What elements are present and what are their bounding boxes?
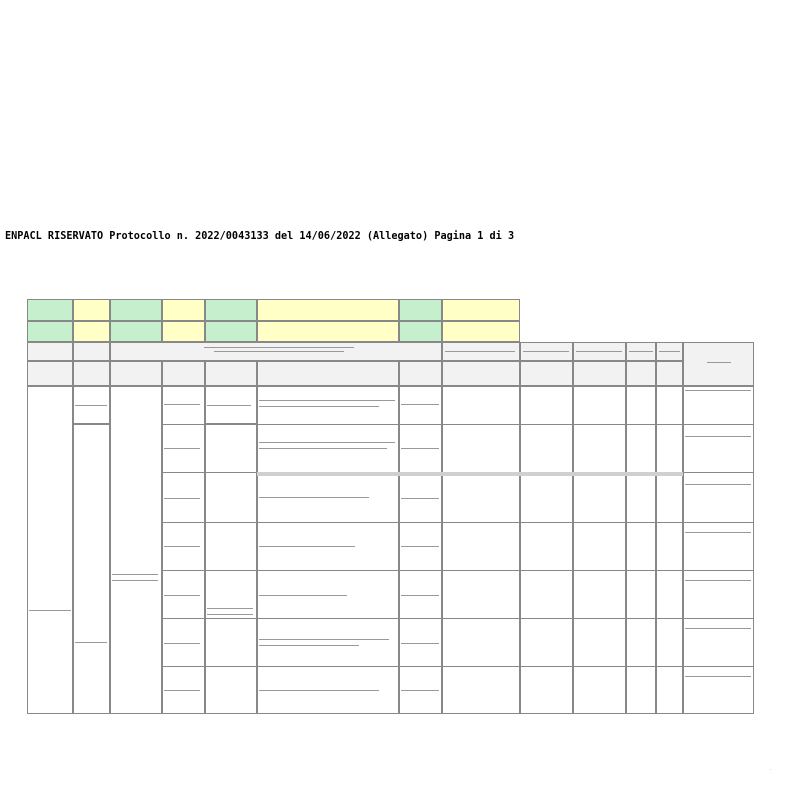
text-line xyxy=(112,574,158,575)
page-header-protocol: ENPACL RISERVATO Protocollo n. 2022/0043133 del 14/06/2022 (Allegato) Pagina 1 di 3 xyxy=(5,231,515,242)
meta-value-cell xyxy=(162,321,205,342)
obligation-name-cell xyxy=(205,424,257,714)
column-header xyxy=(110,361,162,386)
column-header xyxy=(205,361,257,386)
row-divider-band xyxy=(257,472,683,476)
meta-label-cell xyxy=(205,299,257,321)
text-line xyxy=(164,546,200,547)
content-column xyxy=(257,386,399,714)
meta-value-cell xyxy=(257,299,399,321)
text-line xyxy=(401,404,439,405)
text-line xyxy=(164,595,200,596)
row-divider xyxy=(162,618,754,619)
text-line xyxy=(259,400,395,401)
text-line xyxy=(259,690,379,691)
meta-label-cell xyxy=(110,299,162,321)
text-line xyxy=(164,498,200,499)
update-status-column xyxy=(626,386,656,714)
text-line xyxy=(685,580,751,581)
text-line xyxy=(445,351,515,352)
text-line xyxy=(685,676,751,677)
meta-label-cell xyxy=(27,321,73,342)
column-header xyxy=(573,361,626,386)
text-line xyxy=(707,362,731,363)
text-line xyxy=(259,448,387,449)
text-line xyxy=(259,645,359,646)
text-line xyxy=(112,580,158,581)
text-line xyxy=(401,498,439,499)
column-header xyxy=(27,361,73,386)
row-divider xyxy=(162,570,754,571)
text-line xyxy=(259,497,369,498)
row-divider xyxy=(162,522,754,523)
meta-label-cell xyxy=(110,321,162,342)
text-line xyxy=(629,351,653,352)
text-line xyxy=(207,608,253,609)
meta-value-cell xyxy=(257,321,399,342)
notes-column-header xyxy=(683,342,754,386)
meta-label-cell xyxy=(399,299,442,321)
text-line xyxy=(207,405,251,406)
text-line xyxy=(401,643,439,644)
text-line xyxy=(259,546,355,547)
note-label-cell xyxy=(27,342,73,361)
text-line xyxy=(685,532,751,533)
meta-label-cell xyxy=(399,321,442,342)
text-line xyxy=(685,628,751,629)
meta-value-cell xyxy=(73,321,110,342)
text-line xyxy=(685,484,751,485)
column-header xyxy=(656,361,683,386)
scope-cell xyxy=(110,386,162,714)
row-divider xyxy=(162,424,754,425)
column-header xyxy=(257,361,399,386)
page-corner-mark: . xyxy=(770,766,772,771)
subsection-cell xyxy=(73,424,110,714)
text-line xyxy=(164,643,200,644)
monitoring-column xyxy=(656,386,683,714)
column-header xyxy=(399,361,442,386)
text-line xyxy=(164,690,200,691)
text-line xyxy=(576,351,622,352)
text-line xyxy=(259,639,389,640)
text-line xyxy=(164,404,200,405)
text-line xyxy=(401,448,439,449)
text-line xyxy=(207,614,253,615)
text-line xyxy=(659,351,680,352)
publisher-column xyxy=(520,386,573,714)
text-line xyxy=(204,347,354,348)
note-code-cell xyxy=(73,342,110,361)
text-line xyxy=(75,405,107,406)
row-divider xyxy=(162,666,754,667)
text-line xyxy=(259,595,347,596)
text-line xyxy=(685,436,751,437)
text-line xyxy=(401,690,439,691)
text-line xyxy=(685,390,751,391)
owner-column xyxy=(442,386,520,714)
text-line xyxy=(259,406,379,407)
column-header xyxy=(442,361,520,386)
meta-value-cell xyxy=(73,299,110,321)
text-line xyxy=(523,351,569,352)
text-line xyxy=(164,448,200,449)
text-line xyxy=(29,610,71,611)
meta-value-cell xyxy=(442,321,520,342)
update-column xyxy=(399,386,442,714)
column-header xyxy=(520,361,573,386)
responsible-column xyxy=(573,386,626,714)
meta-label-cell xyxy=(205,321,257,342)
text-line xyxy=(259,442,395,443)
column-header xyxy=(73,361,110,386)
text-line xyxy=(75,642,107,643)
text-line xyxy=(401,595,439,596)
column-header xyxy=(162,361,205,386)
reference-column xyxy=(162,386,205,714)
section-cell xyxy=(27,386,73,714)
meta-value-cell xyxy=(442,299,520,321)
column-header xyxy=(626,361,656,386)
meta-label-cell xyxy=(27,299,73,321)
meta-value-cell xyxy=(162,299,205,321)
text-line xyxy=(214,351,344,352)
text-line xyxy=(401,546,439,547)
